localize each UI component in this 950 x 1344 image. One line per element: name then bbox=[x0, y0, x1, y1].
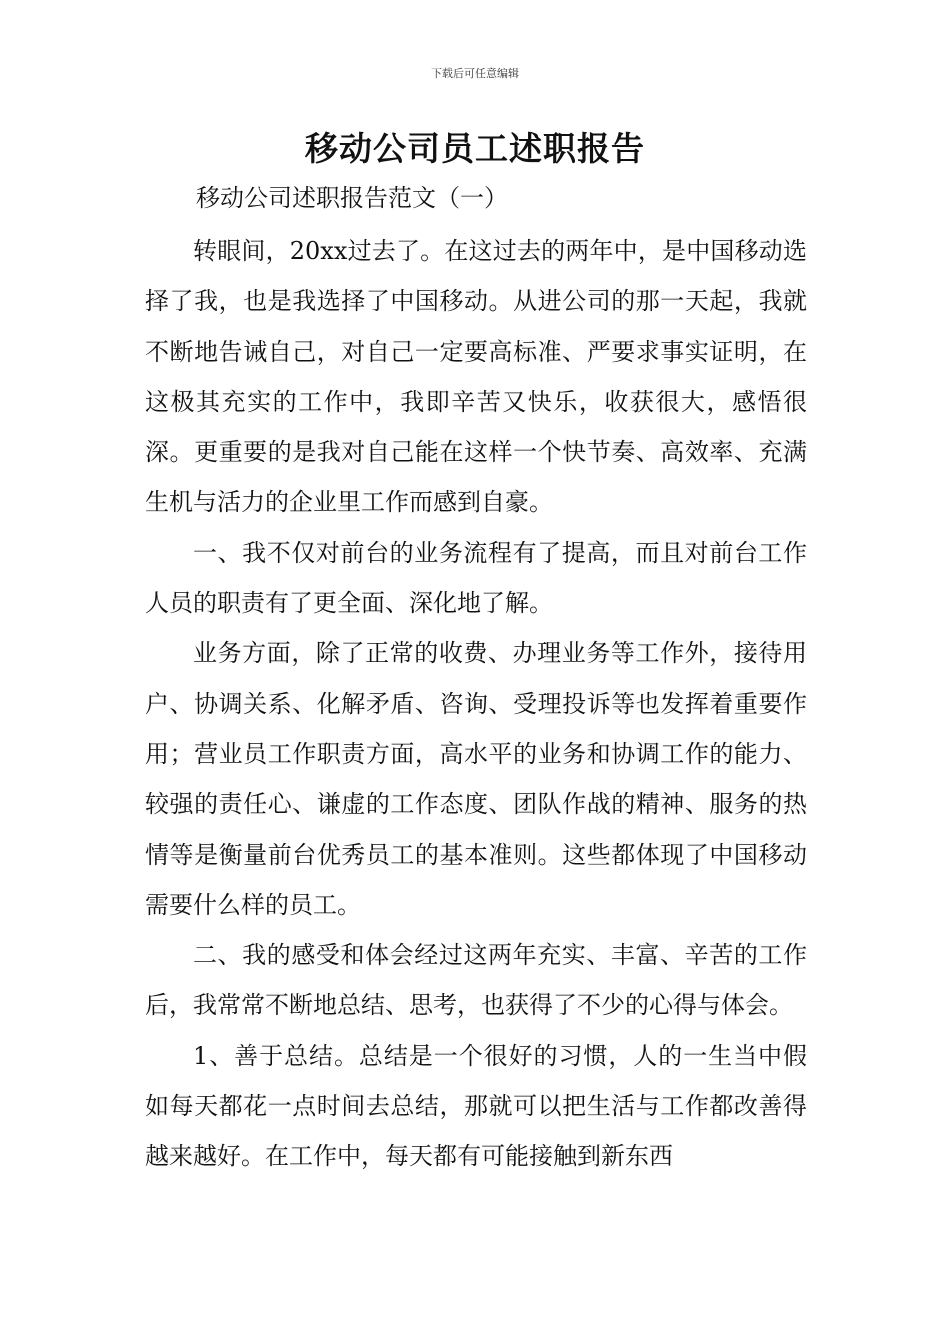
paragraph-intro: 转眼间，20xx过去了。在这过去的两年中，是中国移动选择了我，也是我选择了中国移动。从进公司的那一天起，我就不断地告诫自己，对自己一定要高标准、严要求事实证明，在这极其充实的工作中，我即辛苦又快乐，收获很大，感悟很深。更重要的是我对自己能在这样一个快节奏、高效率、充满生机与活力的企业里工作而感到自豪。 bbox=[145, 237, 807, 517]
paragraph-business: 业务方面，除了正常的收费、办理业务等工作外，接待用户、协调关系、化解矛盾、咨询、受理投诉等也发挥着重要作用；营业员工作职责方面，高水平的业务和协调工作的能力、较强的责任心、谦虚的工作态度、团队作战的精神、服务的热情等是衡量前台优秀员工的基本准则。这些都体现了中国移动需要什么样的员工。 bbox=[145, 639, 807, 919]
document-subtitle: 移动公司述职报告范文（一） bbox=[196, 184, 508, 212]
document-title: 移动公司员工述职报告 bbox=[305, 129, 645, 168]
paragraph-section-two: 二、我的感受和体会经过这两年充实、丰富、辛苦的工作后，我常常不断地总结、思考，也获得了不少的心得与体会。 bbox=[145, 941, 807, 1020]
paragraph-section-one: 一、我不仅对前台的业务流程有了提高，而且对前台工作人员的职责有了更全面、深化地了解。 bbox=[145, 538, 807, 618]
document-body bbox=[145, 226, 807, 1182]
paragraph-summary-point: 1、善于总结。总结是一个很好的习惯，人的一生当中假如每天都花一点时间去总结，那就可以把生活与工作都改善得越来越好。在工作中，每天都有可能接触到新东西 bbox=[145, 1041, 807, 1171]
header-note: 下载后可任意编辑 bbox=[431, 67, 519, 80]
